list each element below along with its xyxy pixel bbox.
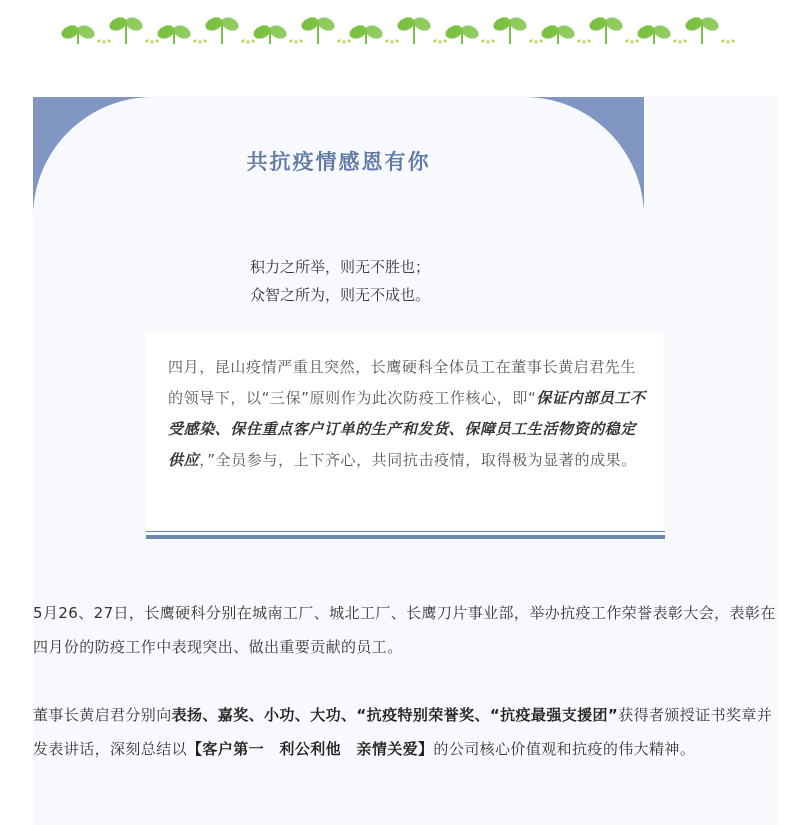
decor-dot [251,39,254,42]
decor-dot [198,40,201,43]
decor-dot [102,40,105,43]
sprout-icon [107,15,144,44]
decor-dot [443,39,446,42]
sprout-icon [347,23,384,44]
decor-dot [155,39,158,42]
decor-dot [107,39,110,42]
decor-dot [145,39,148,42]
summary-intro: 四月，昆山疫情严重且突然，长鹰硬科全体员工在董事长黄启君先生的领导下，以“三保”原则作为此次防疫工作核心，即“ [168,358,637,407]
decor-dot [539,39,542,42]
sprout-icon [539,23,576,44]
decor-dot [385,39,388,42]
decor-dot [433,39,436,42]
decor-dot [486,40,489,43]
decor-dot [481,39,484,42]
decor-dot [529,39,532,42]
decor-dot [150,40,153,43]
sprout-icon [635,23,672,44]
decor-dot [534,40,537,43]
awards-list: 表扬、嘉奖、小功、大功、“抗疫特别荣誉奖、“抗疫最强支援团” [171,706,619,724]
sprout-icon [443,23,480,44]
decor-dot [731,39,734,42]
sprout-icon [683,15,720,44]
core-values: 【客户第一 利公利他 亲情关爱】 [187,740,434,758]
decor-dot [294,40,297,43]
poem-quote [180,253,500,309]
sprout-icon [251,23,288,44]
decor-dot [203,39,206,42]
sprout-icon [491,15,528,44]
decor-dot [683,39,686,42]
decor-dot [97,39,100,42]
decor-dot [721,39,724,42]
decor-dot [678,40,681,43]
divider-thick [146,535,665,539]
decor-dot [193,39,196,42]
awards-text: 董事长黄启君分别向 [33,706,172,724]
summary-outro: ，”全员参与，上下齐心，共同抗击疫情，取得极为显著的成果。 [199,451,637,469]
decor-dot [577,39,580,42]
decor-dot [289,39,292,42]
decor-dot [347,39,350,42]
sprout-icon [587,15,624,44]
decor-dot [491,39,494,42]
summary-highlight: 保证内部员工不受感染、保住重点客户订单的生产和发货、保障员工生活物资的稳定供应 [168,389,646,469]
poem-line: 积力之所举，则无不胜也； [249,258,430,276]
awards-text: 获得者颁授证书奖章并发表讲话，深刻总结以 [33,706,773,758]
divider-thin [146,531,665,532]
sprout-icon [299,15,336,44]
decor-dot [246,40,249,43]
decor-dot [630,40,633,43]
decor-dot [587,39,590,42]
decor-dot [726,40,729,43]
decor-dot [395,39,398,42]
page-title: 共抗疫情感恩有你 [246,150,431,174]
sprout-icon [59,23,96,44]
decor-dot [299,39,302,42]
decor-dot [241,39,244,42]
poem-line: 众智之所为，则无不成也。 [249,286,430,304]
decor-dot [337,39,340,42]
summary-text [168,352,646,476]
sprout-border [0,0,802,60]
decor-dot [390,40,393,43]
decor-dot [673,39,676,42]
paragraph-ceremony: 5月26、27日，长鹰硬科分别在城南工厂、城北工厂、长鹰刀片事业部，举办抗疫工作荣誉表彰大会，表彰在四月份的防疫工作中表现突出、做出重要贡献的员工。 [33,604,776,656]
decor-dot [438,40,441,43]
decor-dot [582,40,585,43]
decor-dot [625,39,628,42]
paragraph-awards [33,698,778,766]
sprout-icon [155,23,192,44]
sprout-icon [203,15,240,44]
decor-dot [635,39,638,42]
decor-dot [342,40,345,43]
sprout-icon [395,15,432,44]
awards-text: 的公司核心价值观和抗疫的伟大精神。 [433,740,696,758]
